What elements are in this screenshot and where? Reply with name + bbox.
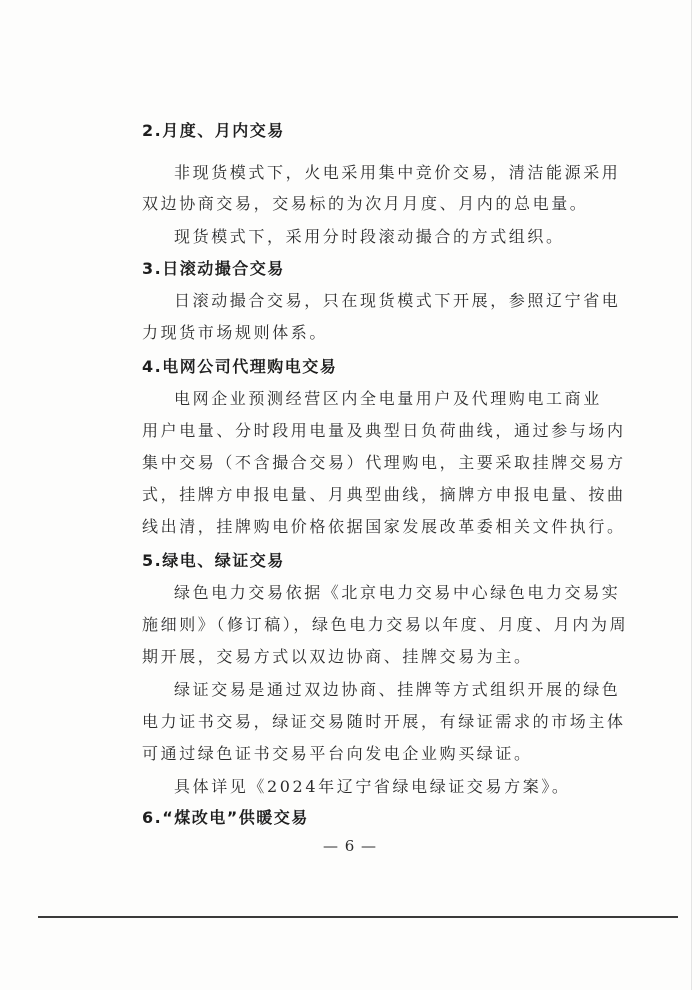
paragraph-line: 期开展，交易方式以双边协商、挂牌交易为主。 bbox=[142, 647, 533, 666]
paragraph-line: 绿色电力交易依据《北京电力交易中心绿色电力交易实 bbox=[174, 583, 621, 602]
page-number: — 6 — bbox=[322, 837, 378, 855]
paragraph-line: 日滚动撮合交易，只在现货模式下开展，参照辽宁省电 bbox=[174, 291, 621, 310]
paragraph-line: 集中交易（不含撮合交易）代理购电，主要采取挂牌交易方 bbox=[142, 453, 626, 472]
paragraph-line: 式，挂牌方申报电量、月典型曲线，摘牌方申报电量、按曲 bbox=[142, 485, 626, 504]
section-heading: 6.“煤改电”供暖交易 bbox=[142, 808, 309, 827]
paragraph-line: 双边协商交易，交易标的为次月月度、月内的总电量。 bbox=[142, 194, 589, 213]
paragraph-line: 具体详见《2024年辽宁省绿电绿证交易方案》。 bbox=[174, 777, 571, 796]
section-heading: 2.月度、月内交易 bbox=[142, 121, 285, 140]
paragraph-line: 电力证书交易，绿证交易随时开展，有绿证需求的市场主体 bbox=[142, 712, 626, 731]
bottom-divider bbox=[38, 916, 678, 918]
section-heading: 3.日滚动撮合交易 bbox=[142, 259, 285, 278]
paragraph-line: 用户电量、分时段用电量及典型日负荷曲线，通过参与场内 bbox=[142, 421, 626, 440]
paragraph-line: 现货模式下，采用分时段滚动撮合的方式组织。 bbox=[174, 227, 565, 246]
paragraph-line: 线出清，挂牌购电价格依据国家发展改革委相关文件执行。 bbox=[142, 517, 626, 536]
paragraph-line: 施细则》（修订稿），绿色电力交易以年度、月度、月内为周 bbox=[142, 615, 629, 634]
paragraph-line: 绿证交易是通过双边协商、挂牌等方式组织开展的绿色 bbox=[174, 680, 621, 699]
paragraph-line: 力现货市场规则体系。 bbox=[142, 323, 329, 342]
paragraph-line: 非现货模式下，火电采用集中竞价交易，清洁能源采用 bbox=[174, 163, 621, 182]
paragraph-line: 可通过绿色证书交易平台向发电企业购买绿证。 bbox=[142, 744, 533, 763]
section-heading: 4.电网公司代理购电交易 bbox=[142, 357, 338, 376]
paragraph-line: 电网企业预测经营区内全电量用户及代理购电工商业 bbox=[174, 389, 602, 408]
section-heading: 5.绿电、绿证交易 bbox=[142, 551, 285, 570]
